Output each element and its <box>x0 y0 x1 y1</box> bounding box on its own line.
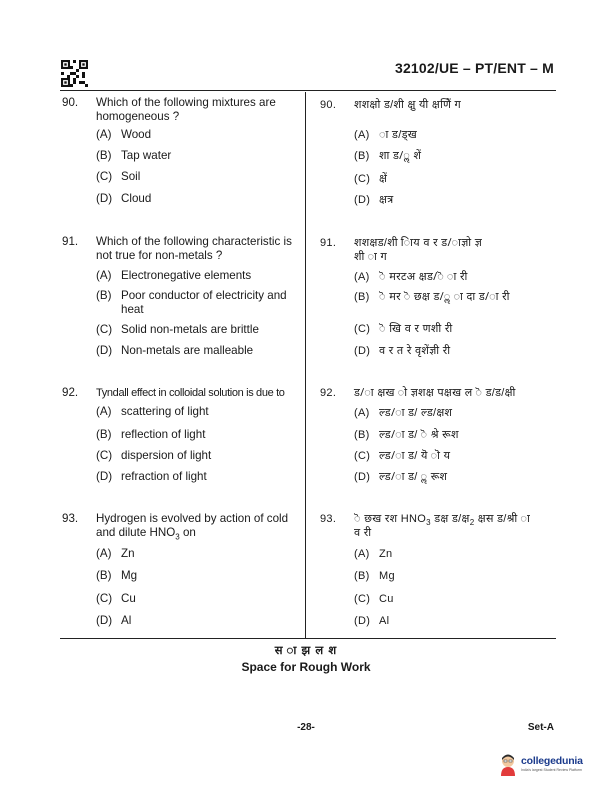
option-b[interactable]: (B) ॆ मर ॆ छक्ष ड/ॢ ा दा ड/ा री <box>354 291 510 303</box>
option-a[interactable]: (A) ा ड/ड्ख <box>354 129 418 141</box>
logo-name: collegedunia <box>521 755 583 767</box>
option-d[interactable]: (D) Al <box>354 615 390 627</box>
option-b[interactable]: (B) Mg <box>96 569 138 582</box>
option-c[interactable]: (C) क्षें <box>354 173 388 185</box>
question-number: 93. <box>62 512 79 525</box>
question-text: ॆ छख रश $HNO_3$ डक्ष ड/क्ष$_2$ क्षस ड/श्री ा व री <box>354 513 531 539</box>
option-a[interactable]: (A) scattering of light <box>96 405 209 418</box>
option-a[interactable]: (A) ॆ मरटअ क्षड/ॆ ा री <box>354 271 468 283</box>
option-c[interactable]: (C) Cu <box>96 592 136 605</box>
option-c[interactable]: (C) Solid non-metals are brittle <box>96 323 259 336</box>
question-number: 91. <box>320 237 337 249</box>
option-b[interactable]: (B) ल्ड/ा ड/ ॆ श्रे रूश <box>354 429 459 441</box>
question-90-hi <box>320 98 556 218</box>
option-c[interactable]: (C) ॆ खि व र णशी री <box>354 323 453 335</box>
question-number: 91. <box>62 235 79 248</box>
option-c[interactable]: (C) dispersion of light <box>96 449 212 462</box>
qr-code-icon <box>61 60 88 87</box>
paper-code: 32102/UE – PT/ENT – M <box>394 60 554 76</box>
question-93-en <box>62 512 302 632</box>
option-b[interactable]: (B) Mg <box>354 570 395 582</box>
option-a[interactable]: (A) Zn <box>96 547 135 560</box>
question-92-en <box>62 386 302 486</box>
question-91-hi <box>320 236 556 361</box>
qr-code <box>61 60 88 87</box>
option-a[interactable]: (A) Electronegative elements <box>96 269 252 282</box>
option-d[interactable]: (D)व र त रे वृशेंज्ञी री <box>354 345 451 357</box>
question-text: Which of the following mixtures are homogeneous ? <box>96 96 276 123</box>
option-a[interactable]: (A) Zn <box>354 548 393 560</box>
option-c[interactable]: (C) Soil <box>96 170 141 183</box>
question-93-hi <box>320 512 556 632</box>
question-text: ड/ा क्षख ो ज्ञशक्ष पक्षख ल ॆ ड/ड/क्षी <box>354 387 516 399</box>
question-92-hi <box>320 386 556 486</box>
option-b[interactable]: (B) Poor conductor of electricity and heat <box>96 289 287 316</box>
option-c[interactable]: (C) ल्ड/ा ड/ यॆ ाॆ य <box>354 450 451 462</box>
bottom-rule <box>60 638 556 639</box>
page-number: -28- <box>297 722 315 733</box>
rough-work-hindi: स ा झ ल श <box>274 645 338 657</box>
mascot-icon <box>497 752 519 776</box>
option-b[interactable]: (B) Tap water <box>96 149 172 162</box>
question-number: 90. <box>62 96 79 109</box>
column-divider <box>305 92 306 638</box>
question-number: 93. <box>320 513 337 525</box>
question-90-en <box>62 96 302 216</box>
collegedunia-logo[interactable] <box>497 752 583 778</box>
option-d[interactable]: (D) Al <box>96 614 132 627</box>
option-b[interactable]: (B) शा ड/ॢ शें <box>354 150 422 162</box>
question-number: 92. <box>62 386 79 399</box>
option-a[interactable]: (A) Wood <box>96 128 152 141</box>
option-d[interactable]: (D) ल्ड/ा ड/ ॢ रूश <box>354 471 448 483</box>
question-text: Which of the following characteristic is not true for non-metals ? <box>96 235 292 262</box>
question-text: शशक्षड/शी ािय व र ड/ाज्ञो ज्ञ शी ा ग <box>354 237 483 263</box>
option-d[interactable]: (D) क्षत्र <box>354 194 394 206</box>
question-text: Hydrogen is evolved by action of cold and dilute $HNO_3$ on <box>96 512 289 542</box>
option-d[interactable]: (D) Non-metals are malleable <box>96 344 254 357</box>
option-d[interactable]: (D) Cloud <box>96 192 152 205</box>
question-text: Tyndall effect in colloidal solution is due to <box>96 387 285 399</box>
question-91-en <box>62 235 302 360</box>
question-text: शशक्षो ड/शी क्षु यी क्षणेिं ग <box>354 99 462 111</box>
option-b[interactable]: (B) reflection of light <box>96 428 206 441</box>
option-c[interactable]: (C) Cu <box>354 593 394 605</box>
option-a[interactable]: (A) ल्ड/ा ड/ ल्ड/क्षश <box>354 407 453 419</box>
logo-tagline: India's largest Student Review Platform <box>521 768 582 772</box>
rough-work-english: Space for Rough Work <box>241 660 371 674</box>
question-number: 90. <box>320 99 337 111</box>
top-rule <box>60 90 556 91</box>
question-number: 92. <box>320 387 337 399</box>
option-d[interactable]: (D) refraction of light <box>96 470 207 483</box>
set-label: Set-A <box>527 722 554 733</box>
